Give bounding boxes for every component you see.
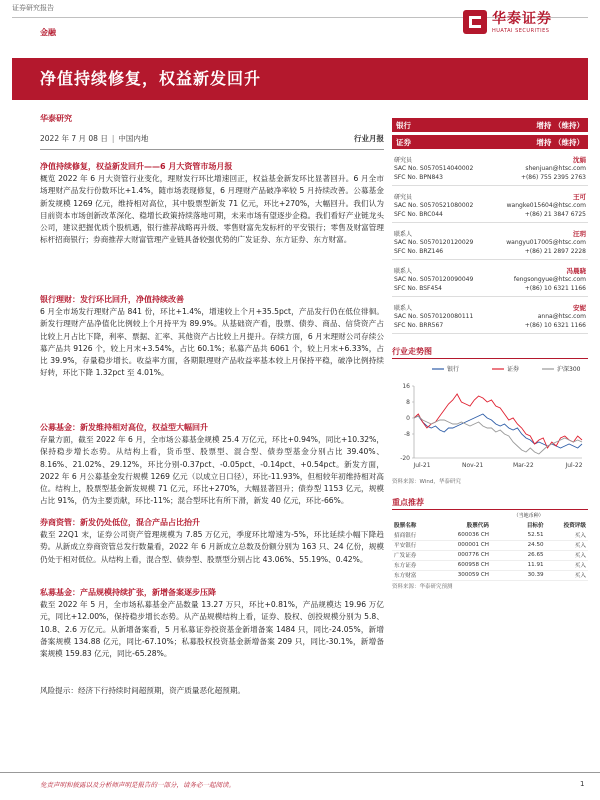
column-header: 目标价 <box>526 523 544 529</box>
column-header: 投资评级 <box>563 523 586 529</box>
target-price: 30.39 <box>527 572 544 578</box>
sector-label: 金融 <box>40 28 56 37</box>
analyst-divider <box>392 259 588 260</box>
target-price: 52.51 <box>527 531 544 538</box>
table-row <box>392 530 588 540</box>
legend-label: 沪深300 <box>557 366 581 373</box>
analyst-sfc: SFC No. BRZ146 <box>394 248 444 255</box>
analyst-divider <box>392 296 588 297</box>
analyst-sac: SAC No. S0570120080111 <box>394 313 474 320</box>
stock-code: 600036 CH <box>457 531 489 538</box>
stock-name: 东方财富 <box>394 573 417 579</box>
table-row <box>392 560 588 570</box>
section-body: 存量方面，截至 2022 年 6 月，全市场公募基金规模 25.4 万亿元，环比+0.94%，同比+10.32%，保持稳步增长态势。从结构上看，货币型、股票型、混合型、债券型基金分别占比 39.40%、8.16%、21.02%、29.12%，环比分别-0.37pct、-0.05pct、-0.14pct、+0.54pct。新发方面，2022 年 6 月公募基金发行规模 1269 亿元（以成立日口径），环比-11.93%，但相较年初维持相对高位。结构上，股票型基金新发规模 71 亿元，环比+270%，大幅显著回升；债券型 1153 亿元，规模占比 91%，仍为主要贡献，环比-11%；混合型环比有所下滑，新发 40 亿元，环比-66%。 <box>40 435 384 506</box>
trend-heading: 行业走势图 <box>392 347 432 356</box>
meta-line <box>40 133 384 144</box>
investment-rating: 买入 <box>574 553 586 559</box>
stock-name: 招商银行 <box>394 532 417 539</box>
analyst-divider <box>392 185 588 186</box>
analyst-name: 安妮 <box>573 304 586 312</box>
stock-code: 000776 CH <box>457 552 489 558</box>
target-price: 26.65 <box>527 552 544 558</box>
y-tick-label: 0 <box>406 415 410 422</box>
logo-mark-icon <box>462 9 488 35</box>
table-row <box>392 550 588 560</box>
recommendation-table <box>392 511 588 581</box>
analyst-card <box>392 192 588 230</box>
analyst-name: 汪玥 <box>573 230 586 238</box>
y-tick-label: 8 <box>406 399 410 406</box>
analyst-phone: +(86) 10 6321 1166 <box>524 285 586 292</box>
analyst-role: 研究员 <box>394 194 413 201</box>
stock-code: 600958 CH <box>457 562 489 568</box>
analyst-name: 王可 <box>573 193 586 201</box>
rating-industry: 银行 <box>396 121 411 130</box>
analyst-phone: +(86) 21 2897 2228 <box>524 248 586 255</box>
analyst-card <box>392 155 588 193</box>
analyst-sac: SAC No. S0570514040002 <box>394 165 474 172</box>
table-row <box>392 540 588 550</box>
report-title: 净值持续修复，权益新发回升 <box>40 69 262 88</box>
analyst-sfc: SFC No. BPN843 <box>394 174 443 181</box>
chart-source: 资料来源：Wind，华泰研究 <box>392 479 461 485</box>
analyst-sfc: SFC No. BRC044 <box>394 211 443 218</box>
analyst-phone: +(86) 21 3847 6725 <box>524 211 586 218</box>
rating-industry: 证券 <box>396 138 411 147</box>
meta-separator: | <box>111 134 115 143</box>
analyst-email[interactable]: fengsongyue@htsc.com <box>513 276 586 283</box>
stock-name: 平安银行 <box>394 543 417 549</box>
stock-code: 300059 CH <box>457 572 489 578</box>
analyst-divider <box>392 222 588 223</box>
footer-disclaimer: 免责声明和披露以及分析师声明是报告的一部分，请务必一起阅读。 <box>40 781 235 789</box>
page-number: 1 <box>580 780 585 788</box>
risk-warning: 风险提示：经济下行持续时间超预期，资产质量恶化超预期。 <box>40 686 246 695</box>
analyst-sac: SAC No. S0570521080002 <box>394 202 474 209</box>
trend-heading-rule <box>392 358 588 359</box>
column-header: 股票代码 <box>466 523 489 529</box>
rating-value: 增持 （维持） <box>536 138 584 147</box>
analyst-role: 研究员 <box>394 157 413 164</box>
target-price: 24.50 <box>527 542 544 548</box>
column-header: 股票名称 <box>394 523 417 529</box>
rating-value: 增持 （维持） <box>536 121 584 130</box>
investment-rating: 买入 <box>574 543 586 549</box>
series-line-证券 <box>414 394 582 448</box>
stock-code: 000001 CH <box>457 542 489 548</box>
analyst-sfc: SFC No. BRR567 <box>394 322 444 329</box>
meta-divider <box>40 149 384 150</box>
table-row <box>392 570 588 580</box>
investment-rating: 买入 <box>574 563 586 569</box>
analyst-email[interactable]: shenjuan@htsc.com <box>525 165 586 172</box>
analyst-sfc: SFC No. BSF454 <box>394 285 442 292</box>
x-tick-label: Jul-21 <box>413 462 431 469</box>
report-date: 2022 年 7 月 08 日 <box>40 134 108 143</box>
analyst-name: 沈娟 <box>573 156 586 164</box>
analyst-sac: SAC No. S0570120120029 <box>394 239 474 246</box>
table-unit-cell: （当地币种） <box>513 513 544 519</box>
analyst-role: 联系人 <box>394 268 413 275</box>
stock-name: 东方证券 <box>394 563 417 569</box>
table-unit-cell <box>546 511 588 520</box>
rec-heading: 重点推荐 <box>392 498 424 507</box>
x-tick-label: Mar-22 <box>512 462 534 469</box>
section-private-fund <box>40 586 384 660</box>
section-heading: 银行理财：发行环比回升，净值持续改善 <box>40 295 184 304</box>
rec-heading-rule <box>392 509 588 510</box>
logo-text-cn: 华泰证券 <box>492 11 552 27</box>
legend-label: 银行 <box>447 366 460 373</box>
section-heading: 私募基金：产品规模持续扩张，新增备案逐步压降 <box>40 588 216 597</box>
x-tick-label: Jul-22 <box>565 462 583 469</box>
title-banner <box>12 58 588 100</box>
investment-rating: 买入 <box>574 573 586 579</box>
section-body: 截至 22Q1 末，证券公司资产管理规模为 7.85 万亿元，季度环比增速为-5%，环比延续小幅下降趋势。从新成立券商资管总发行数量看，2022 年 6 月新成立总数及份额分别为 163 只、24 亿份，规模仍处于相对低位。从结构上看，混合型、债券型、股票型分别占比 43.06%、55.19%、0.42%。 <box>40 530 384 564</box>
analyst-role: 联系人 <box>394 305 413 312</box>
byline: 华泰研究 <box>40 114 72 123</box>
analyst-phone: +(86) 755 2395 2763 <box>520 174 586 181</box>
section-heading: 公募基金：新发维持相对高位，权益型大幅回升 <box>40 423 208 432</box>
legend-label: 证券 <box>507 366 520 373</box>
section-body: 6 月全市场发行理财产品 841 份，环比+1.4%，增速较上个月+35.5pct，产品发行仍在低位徘徊。新发行理财产品净值化比例较上个月持平为 89.9%。从基础资产看，股票、债券、商品、信贷资产占比较上月占比下降，利率、票据、汇率、其他资产占比较上月提升。存续方面，6 月末理财公司存续公募产品共 9126 个，较上月末+3.54%，占比 60.1%；私募产品共 6061 个，较上月末+6.33%，占比 39.9%，存量稳步增长。收益率方面，各期限理财产品收益率基本较上月保持平稳，破净比例持续好转，环比下降 1.32pct 至 4.01%。 <box>40 307 384 378</box>
investment-rating: 买入 <box>574 532 586 539</box>
series-line-沪深300 <box>414 416 582 454</box>
y-tick-label: 16 <box>402 383 410 390</box>
section-body: 截至 2022 年 5 月，全市场私募基金产品数量 13.27 万只，环比+0.81%，产品规模达 19.96 万亿元，同比+12.00%，保持稳步增长态势。从产品规模结构上看，证券、股权、创投规模分别为 5.8、10.8、2.6 万亿元。从新增备案看，5 月私募证券投资基金新增备案 1484 只，同比-24.05%，新增备案规模 134.88 亿元，同比-67.10%；私募股权投资基金新增备案 209 只，同比-30.1%，新增备案规模 159.83 亿元，同比-65.28%。 <box>40 600 384 659</box>
analyst-name: 冯晨晓 <box>566 267 586 275</box>
analyst-role: 联系人 <box>394 231 413 238</box>
logo-text-en: HUATAI SECURITIES <box>492 28 550 34</box>
stock-name: 广发证券 <box>394 553 417 559</box>
intro-heading: 净值持续修复，权益新发回升——6 月大资管市场月报 <box>40 162 233 171</box>
analyst-phone: +(86) 10 6321 1166 <box>524 322 586 329</box>
analyst-email[interactable]: wangyu017005@htsc.com <box>506 239 586 246</box>
target-price: 11.91 <box>527 562 544 568</box>
section-broker-am <box>40 516 384 566</box>
rating-row-securities <box>392 135 588 149</box>
x-tick-label: Nov-21 <box>461 462 484 469</box>
industry-trend-chart <box>392 360 588 472</box>
table-source: 资料来源：华泰研究预测 <box>392 584 453 590</box>
table-unit-cell <box>434 511 491 520</box>
footer-divider <box>0 772 600 773</box>
analyst-divider <box>392 333 588 334</box>
doc-type-label: 证券研究报告 <box>12 4 54 12</box>
analyst-card <box>392 303 588 341</box>
analyst-email[interactable]: wangke015604@htsc.com <box>506 202 586 209</box>
report-region: 中国内地 <box>118 134 149 143</box>
intro-section <box>40 160 384 247</box>
section-bank-wmp <box>40 293 384 380</box>
section-mutual-fund <box>40 421 384 508</box>
rating-row-bank <box>392 118 588 132</box>
y-tick-label: -20 <box>400 455 410 462</box>
analyst-sac: SAC No. S0570120090049 <box>394 276 474 283</box>
section-heading: 券商资管：新发仍处低位，混合产品占比抬升 <box>40 518 200 527</box>
report-type: 行业月报 <box>354 134 384 143</box>
y-tick-label: -8 <box>404 431 410 438</box>
intro-body: 概览 2022 年 6 月大资管行业变化，理财发行环比增速回正，权益基金新发环比显著回升。6 月全市场理财产品发行份数环比+1.4%，随市场表现修复，6 月理财产品破净率较 5 月持续改善。公募基金新发规模 1269 亿元，维持相对高位，其中股票型新发 71 亿元，环比+270%，大幅回升。我们认为目前资本市场创新改革深化、稳增长政策持续落地可期，未来市场有望逐步企稳。我们看好产业链龙头公司，建议把握优质个股机遇，银行推荐战略再升级、零售财富先发标杆的平安银行；零售及财富管理标杆招商银行；券商推荐大财富管理产业链具备较强优势的广发证券、东方证券、东方财富。 <box>40 174 384 245</box>
rating-box <box>392 118 588 150</box>
brand-logo <box>462 6 592 40</box>
table-unit-cell <box>392 511 434 520</box>
analyst-card <box>392 266 588 304</box>
analyst-card <box>392 229 588 267</box>
analyst-email[interactable]: anna@htsc.com <box>537 313 586 320</box>
